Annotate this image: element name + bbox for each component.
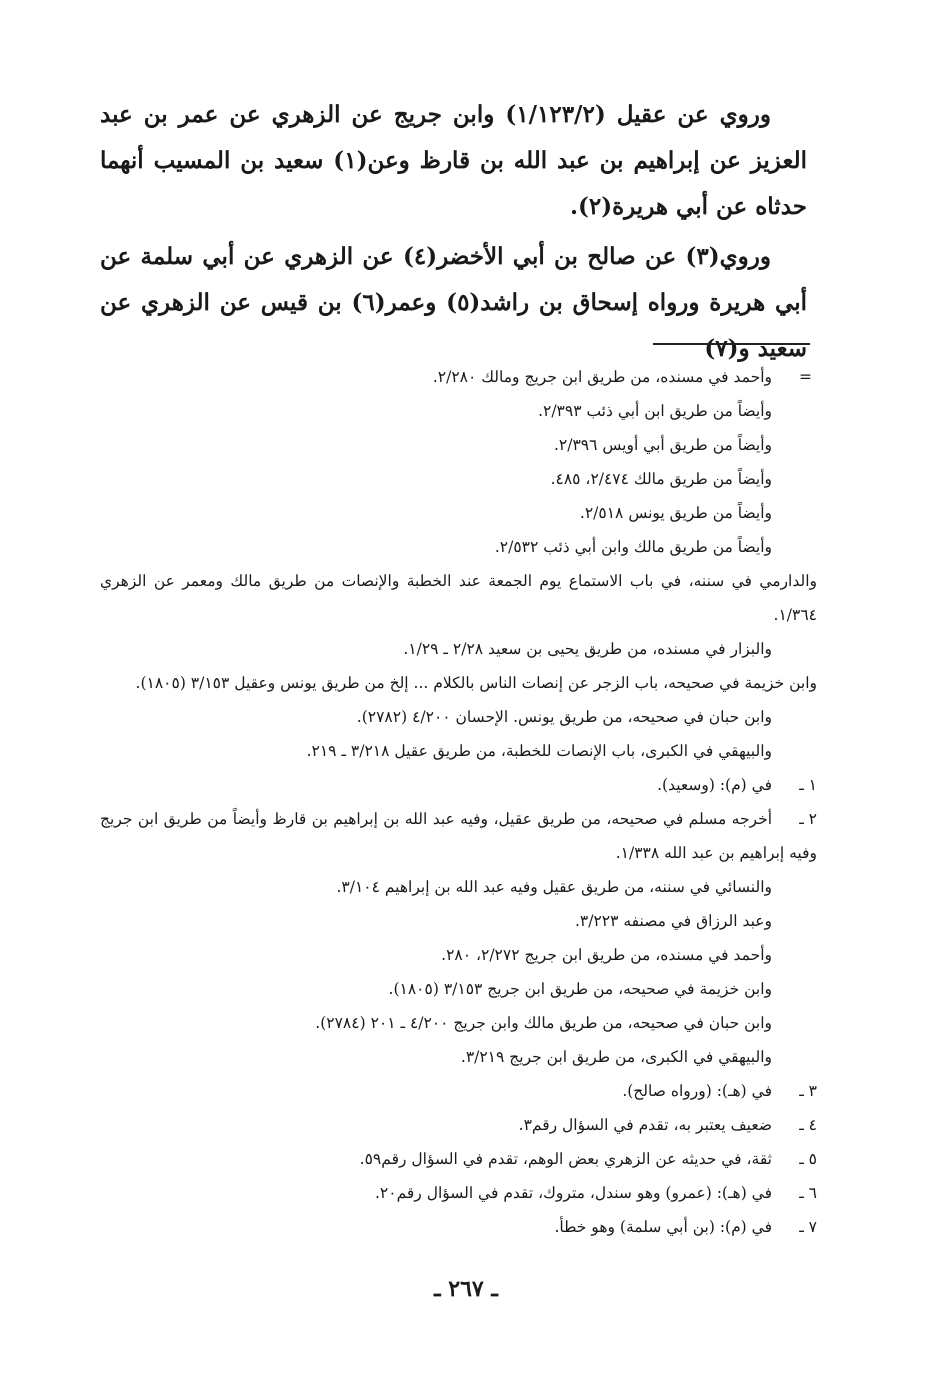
footnote-line: والبزار في مسنده، من طريق يحيى بن سعيد ٢/٢٨ ـ ١/٢٩. [403, 640, 772, 658]
footnote-4 [100, 1108, 817, 1142]
footnote-number: ١ ـ [799, 776, 817, 794]
footnote-number: ٣ ـ [799, 1082, 817, 1100]
main-paragraph: وروي عن عقيل (١/١٢٣/٢) وابن جريج عن الزهري عن عمر بن عبد العزيز عن إبراهيم بن عبد الله بن قارظ وعن(١) سعيد بن المسيب أنهما حدثاه عن أبي هريرة(٢). [100, 101, 807, 220]
footnotes [100, 360, 817, 1244]
footnote-text: أخرجه مسلم في صحيحه، من طريق عقيل، وفيه عبد الله بن إبراهيم بن قارظ وأيضاً من طريق ابن جريج وفيه إبراهيم بن عبد الله ١/٣٣٨. [100, 810, 817, 862]
footnote-line: وابن خزيمة في صحيحه، من طريق ابن جريج ٣/١٥٣ (١٨٠٥). [388, 980, 772, 998]
footnote-text: في (م): (وسعيد). [657, 776, 772, 794]
footnote-line: وابن حبان في صحيحه، من طريق يونس. الإحسان ٤/٢٠٠ (٢٧٨٢). [356, 708, 772, 726]
footnote-text: في (هـ): (عمرو) وهو سندل، متروك، تقدم في السؤال رقم٢٠. [374, 1184, 772, 1202]
main-paragraph: وروي(٣) عن صالح بن أبي الأخضر(٤) عن الزهري عن أبي سلمة عن أبي هريرة ورواه إسحاق بن راشد(٥) وعمر(٦) بن قيس عن الزهري عن سعيد و(٧) [100, 243, 808, 362]
footnote-7 [100, 1210, 817, 1244]
footnote-number: ٤ ـ [799, 1116, 817, 1134]
footnote-text: في (هـ): (ورواه صالح). [622, 1082, 772, 1100]
footnote-line: وأيضاً من طريق ابن أبي ذئب ٢/٣٩٣. [538, 402, 772, 420]
footnote-line: وأيضاً من طريق يونس ٢/٥١٨. [579, 504, 772, 522]
footnote-line: والنسائي في سننه، من طريق عقيل وفيه عبد الله بن إبراهيم ٣/١٠٤. [336, 878, 772, 896]
footnote-number: ٥ ـ [799, 1150, 817, 1168]
footnote-line: وابن خزيمة في صحيحه، باب الزجر عن إنصات الناس بالكلام ... إلخ من طريق يونس وعقيل ٣/١٥٣ (١٨٠٥). [135, 674, 817, 692]
footnote-text: في (م): (بن أبي سلمة) وهو خطأ. [554, 1218, 772, 1236]
footnote-number: ٧ ـ [799, 1218, 817, 1236]
footnote-separator [653, 343, 810, 345]
main-text [100, 92, 807, 376]
footnote-line: وأيضاً من طريق أبي أويس ٢/٣٩٦. [553, 436, 772, 454]
footnote-line: والبيهقي في الكبرى، باب الإنصات للخطبة، من طريق عقيل ٣/٢١٨ ـ ٢١٩. [306, 742, 772, 760]
footnote-line: وأحمد في مسنده، من طريق ابن جريج ٢/٢٧٢، ٢٨٠. [441, 946, 772, 964]
page-number: ـ ٢٦٧ ـ [434, 1276, 498, 1302]
footnote-text: ثقة، في حديثه عن الزهري بعض الوهم، تقدم في السؤال رقم٥٩. [359, 1150, 772, 1168]
footnote-line: وأيضاً من طريق مالك ٢/٤٧٤، ٤٨٥. [550, 470, 772, 488]
footnote-line: والدارمي في سننه، في باب الاستماع يوم الجمعة عند الخطبة والإنصات من طريق مالك ومعمر عن الزهري ١/٣٦٤. [100, 572, 817, 624]
continuation-marker: = [799, 368, 812, 386]
footnote-line: وعبد الرزاق في مصنفه ٣/٢٢٣. [574, 912, 772, 930]
footnote-text: ضعيف يعتبر به، تقدم في السؤال رقم٣. [518, 1116, 772, 1134]
footnote-3 [100, 1074, 817, 1108]
footnote-1 [100, 768, 817, 802]
footnote-6 [100, 1176, 817, 1210]
footnote-number: ٦ ـ [799, 1184, 817, 1202]
footnote-line: وابن حبان في صحيحه، من طريق مالك وابن جريج ٤/٢٠٠ ـ ٢٠١ (٢٧٨٤). [315, 1014, 772, 1032]
footnote-line: وأيضاً من طريق مالك وابن أبي ذئب ٢/٥٣٢. [494, 538, 772, 556]
footnote-5 [100, 1142, 817, 1176]
footnote-line: والبيهقي في الكبرى، من طريق ابن جريج ٣/٢١٩. [460, 1048, 772, 1066]
footnote-2 [100, 802, 817, 870]
footnote-line: وأحمد في مسنده، من طريق ابن جريج ومالك ٢/٢٨٠. [432, 368, 772, 386]
footnote-number: ٢ ـ [799, 810, 817, 828]
